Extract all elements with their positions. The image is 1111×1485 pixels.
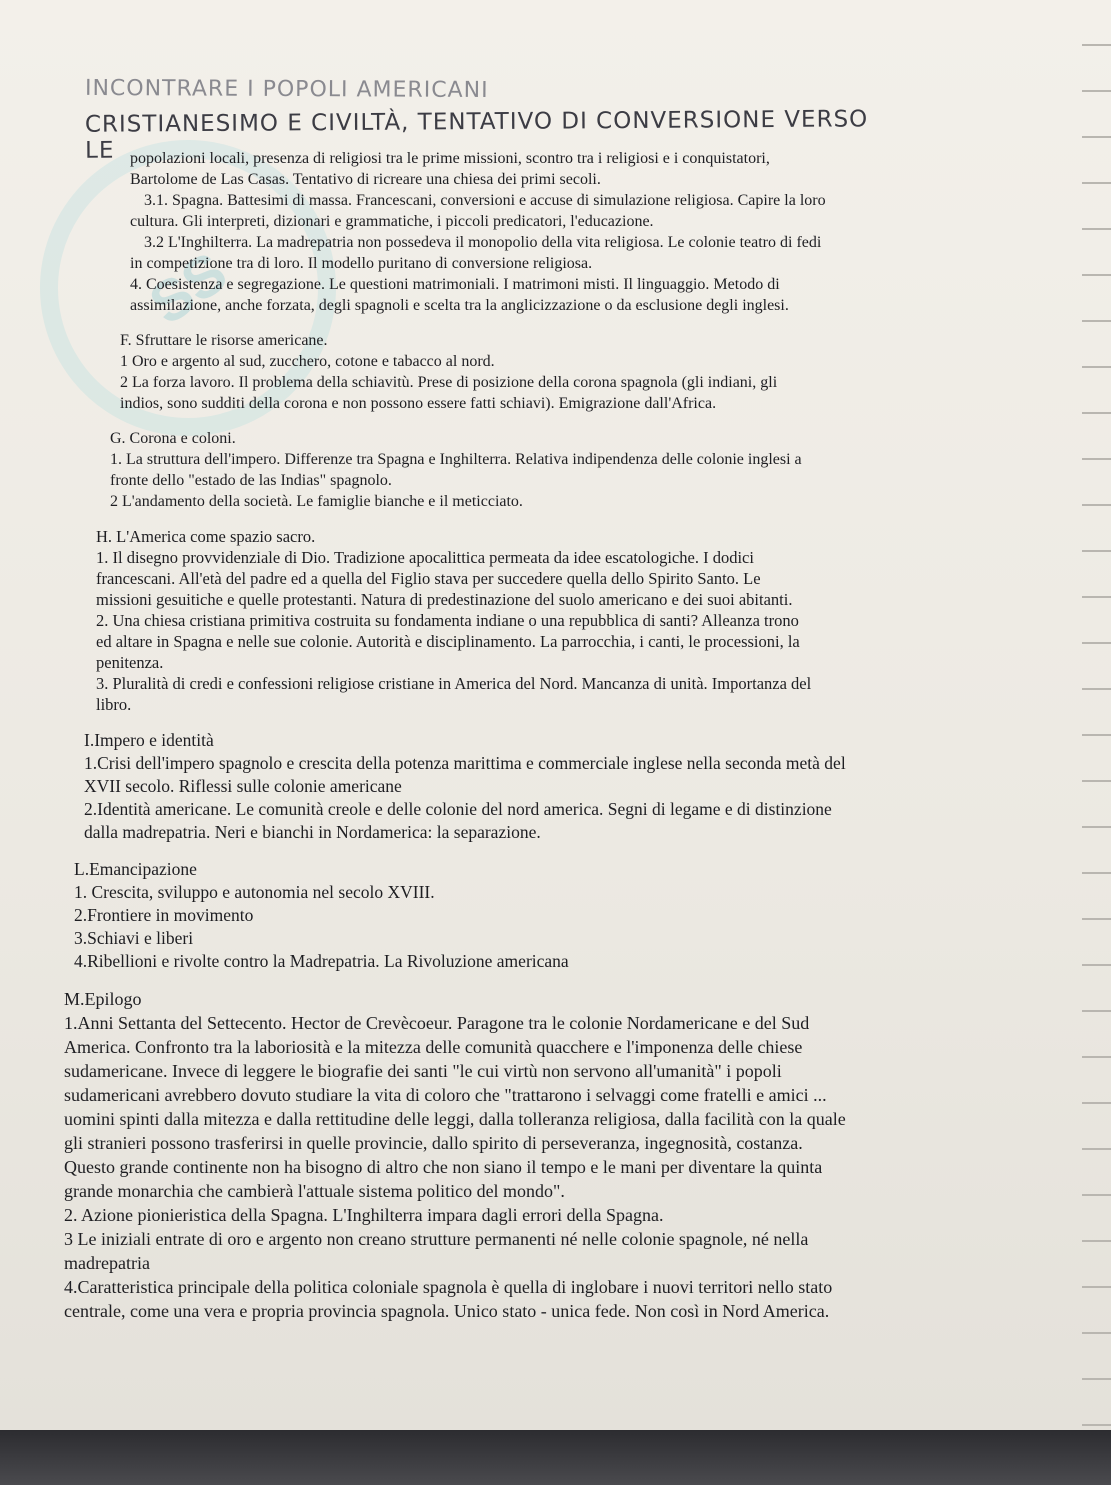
text-line: 1. Il disegno provvidenziale di Dio. Tradizione apocalittica permeata da idee escatologiche. I dodici xyxy=(96,548,754,567)
text-line: indios, sono sudditi della corona e non possono essere fatti schiavi). Emigrazione dall'Africa. xyxy=(120,395,717,412)
text-line: 1.Anni Settanta del Settecento. Hector de Crevècoeur. Paragone tra le colonie Nordamericane e del Sud xyxy=(64,1013,810,1033)
text-line: 2.Frontiere in movimento xyxy=(74,905,254,925)
text-line: libro. xyxy=(96,695,132,714)
text-line: popolazioni locali, presenza di religiosi tra le prime missioni, scontro tra i religiosi e i conquistatori, xyxy=(130,150,770,167)
text-line: francescani. All'età del padre ed a quella del Figlio stava per succedere quella dello Spirito Santo. Le xyxy=(96,569,761,588)
text-line: fronte dello "estado de las Indias" spagnolo. xyxy=(110,472,392,489)
text-line: sudamericane. Invece di leggere le biografie dei santi "le cui virtù non servono all'umanità" i popoli xyxy=(64,1061,782,1081)
watermark-logo: SS xyxy=(0,82,394,494)
section-g xyxy=(60,428,1070,512)
text-line: 4.Ribellioni e rivolte contro la Madrepatria. La Rivoluzione americana xyxy=(74,951,569,971)
text-line: missioni gesuitiche e quelle protestanti. Natura di predestinazione del suolo americano e dei suoi abitanti. xyxy=(96,590,793,609)
text-line: in competizione tra di loro. Il modello puritano di conversione religiosa. xyxy=(130,255,593,272)
text-line: 2 La forza lavoro. Il problema della schiavitù. Prese di posizione della corona spagnola (gli indiani, gli xyxy=(120,374,778,391)
text-line: 3.Schiavi e liberi xyxy=(74,928,194,948)
text-line: XVII secolo. Riflessi sulle colonie americane xyxy=(84,776,402,796)
text-line: 1. Crescita, sviluppo e autonomia nel secolo XVIII. xyxy=(74,882,435,902)
text-line: penitenza. xyxy=(96,653,164,672)
text-line: 2.Identità americane. Le comunità creole e delle colonie del nord america. Segni di legame e di distinzione xyxy=(84,799,832,819)
text-line: cultura. Gli interpreti, dizionari e grammatiche, i piccoli predicatori, l'educazione. xyxy=(130,213,654,230)
background-surface xyxy=(0,1430,1111,1485)
text-line: uomini spinti dalla mitezza e dalla rettitudine delle leggi, dalla tolleranza religiosa, dalla facilità con la quale xyxy=(64,1109,846,1129)
text-line: 3.2 L'Inghilterra. La madrepatria non possedeva il monopolio della vita religiosa. Le colonie teatro di fedi xyxy=(144,234,822,251)
text-line: 4. Coesistenza e segregazione. Le questioni matrimoniali. I matrimoni misti. Il linguaggio. Metodo di xyxy=(130,276,780,293)
text-line: 2. Una chiesa cristiana primitiva costruita su fondamenta indiane o una repubblica di santi? Alleanza trono xyxy=(96,611,799,630)
text-line: 1.Crisi dell'impero spagnolo e crescita della potenza marittima e commerciale inglese nella seconda metà del xyxy=(84,753,846,773)
section-heading: G. Corona e coloni. xyxy=(110,430,236,447)
text-line: madrepatria xyxy=(64,1253,150,1273)
text-line: 3. Pluralità di credi e confessioni religiose cristiane in America del Nord. Mancanza di unità. Importanza del xyxy=(96,674,812,693)
section-heading: L.Emancipazione xyxy=(74,859,197,879)
section-f xyxy=(60,330,1070,414)
text-line: assimilazione, anche forzata, degli spagnoli e scelta tra la anglicizzazione o da esclusione degli inglesi. xyxy=(130,297,789,314)
text-line: ed altare in Spagna e nelle sue colonie. Autorità e disciplinamento. La parrocchia, i canti, le processioni, la xyxy=(96,632,800,651)
document-body xyxy=(60,148,1070,1337)
text-line: 2 L'andamento della società. Le famiglie bianche e il meticciato. xyxy=(110,493,523,510)
section-heading: I.Impero e identità xyxy=(84,730,214,750)
section-heading: M.Epilogo xyxy=(64,989,142,1009)
text-line: dalla madrepatria. Neri e bianchi in Nordamerica: la separazione. xyxy=(84,822,541,842)
text-line: 1 Oro e argento al sud, zucchero, cotone e tabacco al nord. xyxy=(120,353,495,370)
text-line: Questo grande continente non ha bisogno di altro che non siano il tempo e le mani per diventare la quinta xyxy=(64,1157,823,1177)
text-line: 3.1. Spagna. Battesimi di massa. Francescani, conversioni e accuse di simulazione religiosa. Capire la loro xyxy=(144,192,826,209)
section-l xyxy=(60,858,1070,973)
section-heading: H. L'America come spazio sacro. xyxy=(96,527,316,546)
text-line: gli stranieri possono trasferirsi in quelle provincie, dallo spirito di perseveranza, ingegnosità, costanza. xyxy=(64,1133,803,1153)
text-line: 1. La struttura dell'impero. Differenze tra Spagna e Inghilterra. Relativa indipendenza delle colonie inglesi a xyxy=(110,451,802,468)
section-heading: F. Sfruttare le risorse americane. xyxy=(120,332,328,349)
text-line: America. Confronto tra la laboriosità e la mitezza delle comunità quacchere e l'imponenza delle chiese xyxy=(64,1037,803,1057)
text-line: 2. Azione pionieristica della Spagna. L'Inghilterra impara dagli errori della Spagna. xyxy=(64,1205,664,1225)
handwritten-title: INCONTRARE I POPOLI AMERICANI xyxy=(84,75,489,104)
section-i xyxy=(60,729,1070,844)
notebook-margin-lines xyxy=(1082,0,1111,1430)
text-line: centrale, come una vera e propria provincia spagnola. Unico stato - unica fede. Non così in Nord America. xyxy=(64,1301,830,1321)
section-conversion xyxy=(60,148,1070,316)
text-line: 4.Caratteristica principale della politica coloniale spagnola è quella di inglobare i nuovi territori nello stato xyxy=(64,1277,833,1297)
text-line: Bartolome de Las Casas. Tentativo di ricreare una chiesa dei primi secoli. xyxy=(130,171,601,188)
text-line: sudamericani avrebbero dovuto studiare la vita di coloro che "trattarono i selvaggi come fratelli e amici ... xyxy=(64,1085,827,1105)
handwritten-subtitle: CRISTIANESIMO E CIVILTÀ, TENTATIVO DI CONVERSIONE VERSO LE xyxy=(84,106,869,164)
section-h xyxy=(60,526,1070,715)
section-m xyxy=(60,987,1070,1323)
text-line: grande monarchia che cambierà l'attuale sistema politico del mondo". xyxy=(64,1181,565,1201)
text-line: 3 Le iniziali entrate di oro e argento non creano strutture permanenti né nelle colonie spagnole, né nella xyxy=(64,1229,809,1249)
